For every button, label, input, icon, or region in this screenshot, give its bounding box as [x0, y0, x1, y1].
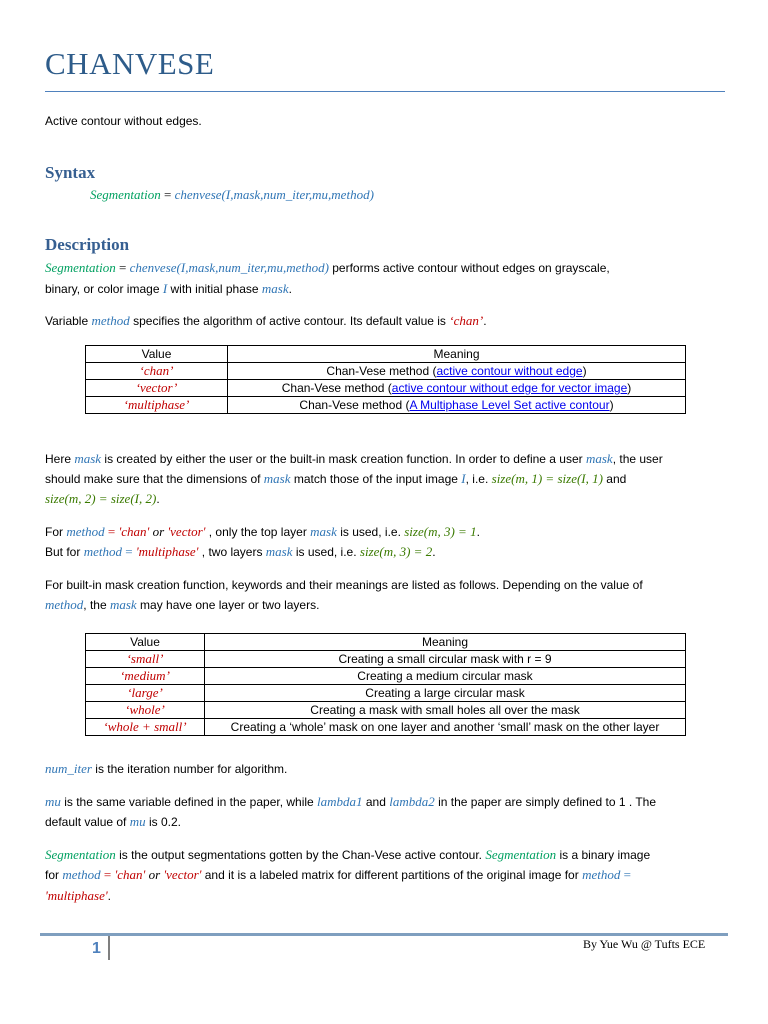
text: in the paper are simply defined to 1 . The [434, 795, 656, 809]
var-lambda1: lambda1 [317, 794, 363, 809]
value-chan: 'chan' [114, 867, 146, 882]
text: is a binary image [556, 848, 651, 862]
var-mask: mask [263, 471, 291, 486]
var-lambda2: lambda2 [389, 794, 435, 809]
var-I: I [461, 471, 466, 486]
size-equation: size(m, 1) = size(I, 1) [491, 471, 603, 486]
method-value-vector: ‘vector’ [86, 380, 228, 397]
var-method: method [582, 867, 621, 882]
meaning-suffix: ) [582, 364, 587, 378]
mask-meaning: Creating a mask with small holes all over the mask [205, 702, 686, 719]
desc-text-c: with initial phase [167, 282, 262, 296]
mask-meaning: Creating a ‘whole’ mask on one layer and another ‘small’ mask on the other layer [205, 719, 686, 736]
text: . [156, 492, 160, 506]
text: and [362, 795, 390, 809]
text: may have one layer or two layers. [136, 598, 320, 612]
text: is the iteration number for algorithm. [91, 762, 288, 776]
builtin-para-line-2 [45, 597, 319, 613]
link-multiphase-level-set[interactable]: A Multiphase Level Set active contour [409, 398, 610, 412]
eq: = [620, 867, 631, 882]
text: , the [83, 598, 110, 612]
text: , the user [612, 452, 663, 466]
desc-fn: chenvese [129, 260, 177, 275]
method-table-header-meaning: Meaning [228, 346, 686, 363]
text: . [107, 889, 111, 903]
var-mask: mask [74, 451, 102, 466]
desc-text-a: performs active contour without edges on grayscale, [328, 261, 610, 275]
page-number: 1 [92, 940, 101, 957]
mask-value: ‘medium’ [86, 668, 205, 685]
size-equation: size(m, 3) = 1 [404, 524, 477, 539]
method-intro-var: method [91, 313, 130, 328]
table-row [86, 702, 686, 719]
method-intro-a: Variable [45, 314, 92, 328]
desc-text-d: . [288, 282, 292, 296]
text: for [45, 868, 63, 882]
method-value-multiphase: ‘multiphase’ [86, 397, 228, 414]
method-table-header-value: Value [86, 346, 228, 363]
text: , two layers [198, 545, 266, 559]
method-table [85, 345, 686, 414]
method-intro-c: . [483, 314, 487, 328]
page-title: CHANVESE [45, 46, 215, 81]
footer-separator [108, 936, 110, 960]
var-mask: mask [585, 451, 613, 466]
mu-para-line-1 [45, 794, 656, 810]
var-mu: mu [45, 794, 61, 809]
value-multiphase: 'multiphase' [135, 544, 199, 559]
mask-para-line-3 [45, 491, 160, 507]
desc-text-b: binary, or color image [45, 282, 163, 296]
link-active-contour-vector-image[interactable]: active contour without edge for vector image [391, 381, 628, 395]
table-row [86, 651, 686, 668]
layer-para-line-2 [45, 544, 436, 560]
meaning-prefix: Chan-Vese method ( [326, 364, 437, 378]
var-mask: mask [265, 544, 293, 559]
or: or [145, 867, 164, 882]
text: For [45, 525, 67, 539]
meaning-prefix: Chan-Vese method ( [281, 381, 392, 395]
desc-var-I: I [162, 281, 168, 296]
description-heading: Description [45, 235, 130, 254]
desc-lhs: Segmentation [45, 260, 116, 275]
size-equation: size(m, 3) = 2 [359, 544, 433, 559]
method-intro-b: specifies the algorithm of active contour. Its default value is [129, 314, 450, 328]
syntax-formula [90, 187, 374, 203]
text: is used, i.e. [336, 525, 405, 539]
eq: = [100, 867, 115, 882]
subtitle: Active contour without edges. [45, 114, 202, 128]
var-segmentation: Segmentation [45, 847, 116, 862]
text: Here [45, 452, 75, 466]
description-line-2 [45, 281, 292, 297]
var-segmentation: Segmentation [485, 847, 557, 862]
mask-meaning: Creating a small circular mask with r = 9 [205, 651, 686, 668]
text: , only the top layer [205, 525, 311, 539]
method-value-chan: ‘chan’ [86, 363, 228, 380]
text: is the output segmentations gotten by the Chan-Vese active contour. [115, 848, 486, 862]
or: or [149, 524, 168, 539]
method-meaning-chan [228, 363, 686, 380]
table-row [86, 719, 686, 736]
meaning-suffix: ) [627, 381, 632, 395]
table-row [86, 363, 686, 380]
formula-fn: chenvese [174, 187, 222, 202]
formula-args: (I,mask,num_iter,mu,method) [221, 187, 374, 202]
method-meaning-multiphase [228, 397, 686, 414]
var-mask: mask [310, 524, 337, 539]
method-table-header [86, 346, 686, 363]
formula-eq: = [160, 187, 175, 202]
mask-table-header-meaning: Meaning [205, 634, 686, 651]
builtin-para-line-1: For built-in mask creation function, keywords and their meanings are listed as follows. Depending on the value of [45, 578, 643, 592]
meaning-prefix: Chan-Vese method ( [299, 398, 410, 412]
value-vector: 'vector' [163, 867, 202, 882]
layer-para-line-1 [45, 524, 480, 540]
formula-lhs: Segmentation [90, 187, 161, 202]
text: But for [45, 545, 84, 559]
var-method: method [45, 597, 84, 612]
text: is created by either the user or the built-in mask creation function. In order to define a user [101, 452, 586, 466]
mask-meaning: Creating a medium circular mask [205, 668, 686, 685]
method-meaning-vector [228, 380, 686, 397]
mask-value: ‘large’ [86, 685, 205, 702]
text: default value of [45, 815, 130, 829]
eq: = [104, 524, 119, 539]
table-row [86, 380, 686, 397]
var-method: method [66, 524, 105, 539]
desc-var-mask: mask [261, 281, 289, 296]
table-row [86, 668, 686, 685]
output-para-line-3 [45, 888, 111, 904]
mask-value: ‘whole’ [86, 702, 205, 719]
mask-value: ‘whole + small’ [86, 719, 205, 736]
link-active-contour-without-edge[interactable]: active contour without edge [436, 364, 583, 378]
num-iter-para [45, 761, 287, 777]
var-method: method [62, 867, 101, 882]
mask-table-header-value: Value [86, 634, 205, 651]
text: . [476, 525, 480, 539]
method-intro-default: ‘chan’ [449, 313, 484, 328]
text: . [432, 545, 436, 559]
var-mask: mask [109, 597, 137, 612]
text: is used, i.e. [292, 545, 360, 559]
table-row [86, 685, 686, 702]
text: match those of the input image [290, 472, 462, 486]
text: is 0.2. [145, 815, 181, 829]
mask-table-header [86, 634, 686, 651]
var-mu: mu [129, 814, 146, 829]
text: is the same variable defined in the paper, while [60, 795, 318, 809]
mask-para-line-2 [45, 471, 626, 487]
footer-author: By Yue Wu @ Tufts ECE [583, 937, 706, 951]
desc-eq: = [115, 260, 130, 275]
eq: = [121, 544, 136, 559]
output-para-line-2 [45, 867, 631, 883]
table-row [86, 397, 686, 414]
value-multiphase: 'multiphase' [45, 888, 108, 903]
meaning-suffix: ) [609, 398, 614, 412]
output-para-line-1 [45, 847, 650, 863]
value-vector: 'vector' [167, 524, 206, 539]
mask-para-line-1 [45, 451, 663, 467]
value-chan: 'chan' [118, 524, 150, 539]
mask-table [85, 633, 686, 736]
title-divider [45, 91, 725, 92]
text: , i.e. [465, 472, 492, 486]
var-method: method [83, 544, 122, 559]
text: and [602, 472, 627, 486]
text: should make sure that the dimensions of [45, 472, 264, 486]
mu-para-line-2 [45, 814, 181, 830]
mask-meaning: Creating a large circular mask [205, 685, 686, 702]
mask-value: ‘small’ [86, 651, 205, 668]
size-equation: size(m, 2) = size(I, 2) [45, 491, 157, 506]
syntax-heading: Syntax [45, 163, 96, 182]
description-line-1 [45, 260, 610, 276]
text: and it is a labeled matrix for different partitions of the original image for [201, 868, 583, 882]
method-intro [45, 313, 487, 329]
desc-args: (I,mask,num_iter,mu,method) [176, 260, 329, 275]
footer-divider [40, 933, 728, 936]
var-num-iter: num_iter [45, 761, 92, 776]
